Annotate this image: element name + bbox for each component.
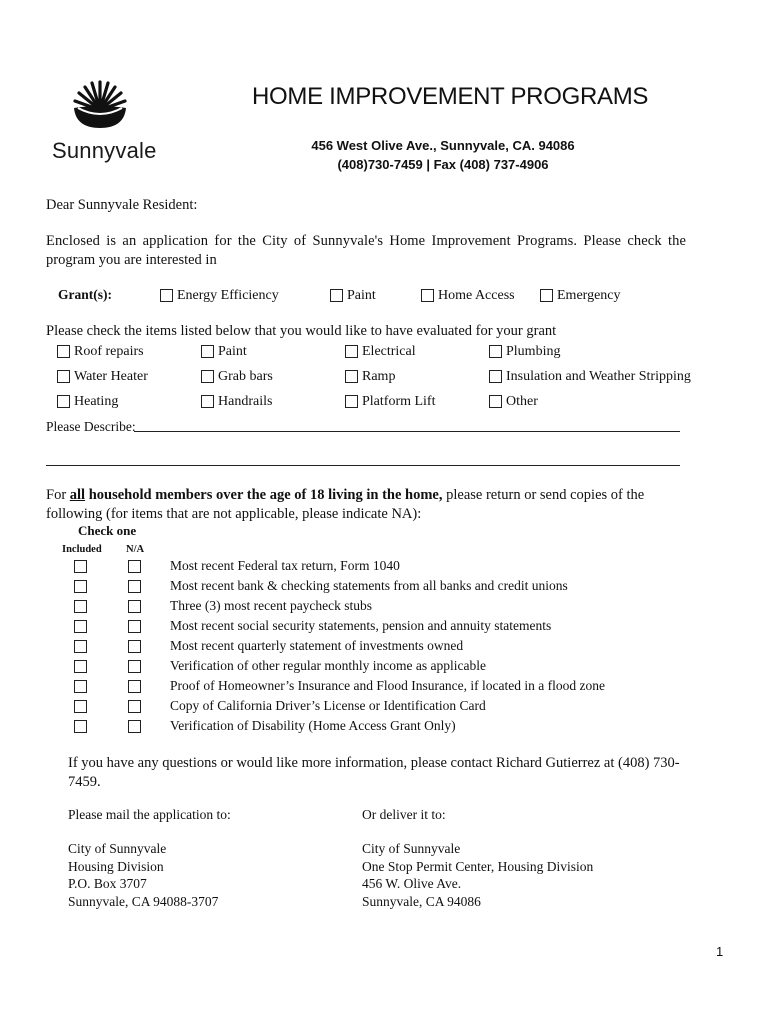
- na-checkbox[interactable]: [128, 720, 141, 733]
- document-label: Proof of Homeowner’s Insurance and Flood Insurance, if located in a flood zone: [170, 678, 605, 693]
- sunburst-logo-icon: [70, 78, 130, 130]
- sunnyvale-logo: [48, 78, 157, 168]
- included-checkbox[interactable]: [74, 680, 87, 693]
- deliver-address: [362, 840, 593, 910]
- na-checkbox[interactable]: [128, 620, 141, 633]
- item-label: Insulation and Weather Stripping: [506, 369, 691, 384]
- na-checkbox[interactable]: [128, 560, 141, 573]
- item-checkbox[interactable]: [57, 370, 70, 383]
- item-checkbox[interactable]: [345, 345, 358, 358]
- document-label: Most recent bank & checking statements from all banks and credit unions: [170, 578, 568, 593]
- item-label: Roof repairs: [74, 344, 144, 359]
- deliver-address-line: 456 W. Olive Ave.: [362, 876, 462, 891]
- check-one-label: Check one: [78, 523, 137, 538]
- grant-option-emergency[interactable]: [540, 286, 621, 304]
- grant-checkbox[interactable]: [160, 289, 173, 302]
- item-checkbox[interactable]: [489, 395, 502, 408]
- included-checkbox[interactable]: [74, 660, 87, 673]
- item-checkbox[interactable]: [201, 370, 214, 383]
- document-label: Verification of other regular monthly income as applicable: [170, 658, 487, 673]
- column-na: N/A: [126, 544, 145, 555]
- item-electrical[interactable]: [345, 342, 416, 360]
- intro-text-line1: Enclosed is an application for the City of Sunnyvale's Home Improvement Programs. Please check the: [46, 233, 686, 249]
- item-plumbing[interactable]: [489, 342, 560, 360]
- na-checkbox[interactable]: [128, 580, 141, 593]
- na-checkbox[interactable]: [128, 660, 141, 673]
- item-checkbox[interactable]: [489, 345, 502, 358]
- item-insulation[interactable]: [489, 367, 691, 385]
- item-handrails[interactable]: [201, 392, 272, 410]
- documents-intro-all: all: [69, 487, 86, 503]
- deliver-address-line: City of Sunnyvale: [362, 841, 461, 856]
- item-checkbox[interactable]: [345, 370, 358, 383]
- document-label: Most recent social security statements, pension and annuity statements: [170, 618, 552, 633]
- item-checkbox[interactable]: [201, 345, 214, 358]
- item-label: Paint: [218, 344, 247, 359]
- item-label: Ramp: [362, 369, 396, 384]
- item-grab-bars[interactable]: [201, 367, 273, 385]
- item-label: Other: [506, 394, 538, 409]
- item-checkbox[interactable]: [57, 395, 70, 408]
- contact-line2: 7459.: [68, 774, 101, 790]
- item-label: Electrical: [362, 344, 416, 359]
- greeting: Dear Sunnyvale Resident:: [46, 197, 198, 213]
- intro-text-line2: program you are interested in: [46, 252, 217, 268]
- page-number: 1: [716, 944, 724, 959]
- grants-label: Grant(s):: [58, 287, 112, 302]
- grant-option-paint[interactable]: [330, 286, 376, 304]
- na-checkbox[interactable]: [128, 680, 141, 693]
- mail-heading: Please mail the application to:: [68, 807, 231, 822]
- included-checkbox[interactable]: [74, 720, 87, 733]
- documents-intro-line2: following (for items that are not applicable, please indicate NA):: [46, 506, 422, 522]
- document-label: Verification of Disability (Home Access Grant Only): [170, 718, 456, 733]
- mail-address-line: P.O. Box 3707: [68, 876, 147, 891]
- deliver-address-line: One Stop Permit Center, Housing Division: [362, 858, 594, 874]
- document-label: Copy of California Driver’s License or Identification Card: [170, 698, 486, 713]
- document-label: Most recent quarterly statement of investments owned: [170, 638, 464, 653]
- included-checkbox[interactable]: [74, 560, 87, 573]
- item-platform-lift[interactable]: [345, 392, 436, 410]
- document-label: Three (3) most recent paycheck stubs: [170, 598, 373, 613]
- mail-address-line: Housing Division: [68, 858, 164, 874]
- item-label: Handrails: [218, 394, 273, 409]
- item-label: Grab bars: [218, 369, 273, 384]
- describe-line-1[interactable]: [134, 431, 680, 432]
- logo-wordmark: Sunnyvale: [52, 138, 157, 163]
- included-checkbox[interactable]: [74, 600, 87, 613]
- included-checkbox[interactable]: [74, 700, 87, 713]
- column-included: Included: [62, 544, 102, 555]
- items-instruction: Please check the items listed below that you would like to have evaluated for your grant: [46, 323, 557, 339]
- documents-intro-line1: [46, 486, 644, 505]
- na-checkbox[interactable]: [128, 640, 141, 653]
- phone-fax-line: (408)730-7459 | Fax (408) 737-4906: [337, 157, 549, 172]
- item-other[interactable]: [489, 392, 538, 410]
- page-title: HOME IMPROVEMENT PROGRAMS: [252, 83, 649, 110]
- item-checkbox[interactable]: [345, 395, 358, 408]
- grant-checkbox[interactable]: [421, 289, 434, 302]
- mail-address: [68, 840, 218, 910]
- grant-option-energy-efficiency[interactable]: [160, 286, 279, 304]
- item-checkbox[interactable]: [201, 395, 214, 408]
- item-label: Plumbing: [506, 344, 561, 359]
- grant-checkbox[interactable]: [540, 289, 553, 302]
- item-label: Platform Lift: [362, 394, 436, 409]
- na-checkbox[interactable]: [128, 600, 141, 613]
- item-ramp[interactable]: [345, 367, 395, 385]
- item-checkbox[interactable]: [57, 345, 70, 358]
- grant-option-home-access[interactable]: [421, 286, 515, 304]
- document-label: Most recent Federal tax return, Form 1040: [170, 558, 400, 573]
- included-checkbox[interactable]: [74, 640, 87, 653]
- describe-label: Please Describe:: [46, 419, 136, 434]
- item-heating[interactable]: [57, 392, 118, 410]
- grant-option-label: Emergency: [557, 288, 621, 303]
- item-checkbox[interactable]: [489, 370, 502, 383]
- contact-line1: If you have any questions or would like more information, please contact Richard Gutierrez at (408) 730-: [68, 755, 680, 771]
- included-checkbox[interactable]: [74, 620, 87, 633]
- documents-intro-prefix: For: [46, 487, 70, 503]
- address-line: 456 West Olive Ave., Sunnyvale, CA. 94086: [311, 138, 575, 153]
- mail-address-line: City of Sunnyvale: [68, 841, 167, 856]
- documents-intro-bold: household members over the age of 18 living in the home,: [85, 487, 443, 503]
- na-checkbox[interactable]: [128, 700, 141, 713]
- grant-option-label: Energy Efficiency: [177, 288, 279, 303]
- describe-line-2[interactable]: [46, 465, 680, 466]
- item-roof-repairs[interactable]: [57, 342, 144, 360]
- grant-option-label: Home Access: [438, 288, 515, 303]
- grant-checkbox[interactable]: [330, 289, 343, 302]
- included-checkbox[interactable]: [74, 580, 87, 593]
- deliver-address-line: Sunnyvale, CA 94086: [362, 893, 481, 909]
- deliver-heading: Or deliver it to:: [362, 807, 446, 822]
- item-label: Heating: [74, 394, 119, 409]
- mail-address-line: Sunnyvale, CA 94088-3707: [68, 893, 219, 909]
- item-label: Water Heater: [74, 369, 148, 384]
- documents-intro-rest: please return or send copies of the: [442, 487, 645, 503]
- grant-option-label: Paint: [347, 288, 376, 303]
- item-paint[interactable]: [201, 342, 247, 360]
- item-water-heater[interactable]: [57, 367, 148, 385]
